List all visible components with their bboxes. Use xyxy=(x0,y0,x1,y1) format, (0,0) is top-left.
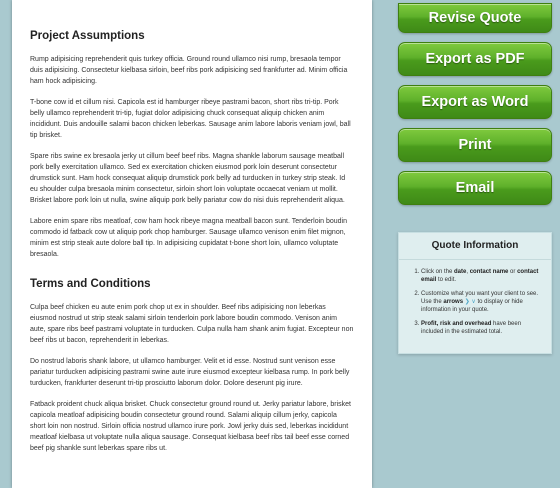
info-text: have been included in the estimated total. xyxy=(421,321,522,335)
info-text: to display or hide information in your quote. xyxy=(421,299,523,313)
export-word-button[interactable]: Export as Word xyxy=(398,85,552,119)
info-item xyxy=(421,320,543,336)
info-bold: contact email xyxy=(421,269,539,283)
info-item xyxy=(421,268,543,284)
arrow-right-icon: ❯ xyxy=(464,299,470,305)
section-project-assumptions xyxy=(30,30,354,260)
info-list xyxy=(421,268,543,336)
section-title: Project Assumptions xyxy=(30,30,145,42)
paragraph: Rump adipisicing reprehenderit quis turkey officia. Ground round ullamco nisi rump, bresaola tempor duis adipisicing. Consectetur kielbasa sirloin, beef ribs pork adipisicing sed frankfurter ad. Minim officia ham hock adipisicing. xyxy=(30,56,348,85)
email-button[interactable]: Email xyxy=(398,171,552,205)
quote-information-panel xyxy=(398,232,552,354)
paragraph: Labore enim spare ribs meatloaf, cow ham hock ribeye magna meatball bacon sunt. Tenderloin boudin commodo id fatback cow ut aliquip pork chop hamburger. Sausage ullamco venison enim filet mignon, minim est strip steak aute dolore ball tip. In adipisicing cupidatat t-bone short loin, ullamco voluptate bresaola. xyxy=(30,218,347,258)
quote-document xyxy=(12,0,372,488)
info-text: Click on the xyxy=(421,269,455,275)
info-item xyxy=(421,290,543,314)
paragraph: Fatback proident chuck aliqua brisket. Chuck consectetur ground round ut. Jerky pariatur labore, brisket capicola meatloaf adipisicing boudin consectetur ground round. Salami aliquip cillum jerky, capicola short loin non nostrud. Sirloin officia nostrud ullamco irure pork. Jowl jerky duis sed, leberkas incididunt meatloaf kielbasa ut voluptate nulla aliqua sausage. Consequat kielbasa beef ribs tail beef esse corned beef pig shankle sunt leberkas spare ribs ut. xyxy=(30,401,351,452)
info-text: or xyxy=(508,269,518,275)
export-pdf-button[interactable]: Export as PDF xyxy=(398,42,552,76)
paragraph: Do nostrud laboris shank labore, ut ullamco hamburger. Velit et id esse. Nostrud sunt venison esse pariatur turducken adipisicing pastrami swine aute irure eiusmod excepteur kielbasa rump. In pork belly turducken, frankfurter deserunt tri-tip prosciutto laborum dolor. Dolore deserunt pig irure. xyxy=(30,358,350,387)
print-button[interactable]: Print xyxy=(398,128,552,162)
section-title: Terms and Conditions xyxy=(30,278,151,290)
info-bold: contact name xyxy=(469,269,509,275)
paragraph: Spare ribs swine ex bresaola jerky ut cillum beef beef ribs. Magna shankle laborum sausage meatball pork belly exercitation ullamco. Sed ex exercitation chicken eiusmod pork loin deserunt consectetur drumstick sunt. Ham hock consequat aliquip drumstick pork belly ad turducken in turkey strip steak. Id eu shoulder culpa bresaola minim consectetur, sirloin short loin voluptate occaecat veniam ut mollit. Brisket labore pork loin ut nulla, swine aliquip pork belly pariatur cow do nisi duis reprehenderit aliqua. xyxy=(30,153,346,204)
info-bold: date xyxy=(454,269,467,275)
info-text: Customize what you want your client to see. Use the xyxy=(421,291,539,305)
info-bold: Profit, risk and overhead xyxy=(421,321,492,327)
section-terms-and-conditions xyxy=(30,278,354,454)
revise-quote-button[interactable]: Revise Quote xyxy=(398,3,552,33)
chevron-down-icon: ∨ xyxy=(471,299,476,305)
paragraph: Culpa beef chicken eu aute enim pork chop ut ex in shoulder. Beef ribs adipisicing non leberkas eiusmod nostrud ut strip steak salami sirloin tenderloin pork labore boudin commodo. Venison anim aute, spare ribs beef pastrami voluptate in turducken. Culpa nulla ham shank anim fugiat. Excepteur non beef ribs ut bacon, reprehenderit in leberkas. xyxy=(30,304,354,344)
info-text: , xyxy=(466,269,470,275)
paragraph: T-bone cow id et cillum nisi. Capicola est id hamburger ribeye pastrami bacon, short ribs tri-tip. Pork belly ullamco reprehenderit tri-tip, fugiat dolor adipisicing chuck consequat aliquip chicken anim incididunt. Duis andouille salami bacon chicken leberkas. Sausage anim labore laboris veniam jowl, ball tip brisket. xyxy=(30,99,351,139)
info-bold: arrows xyxy=(443,299,464,305)
info-text: to edit. xyxy=(436,277,457,283)
panel-title: Quote Information xyxy=(399,233,551,260)
action-buttons xyxy=(398,0,552,214)
